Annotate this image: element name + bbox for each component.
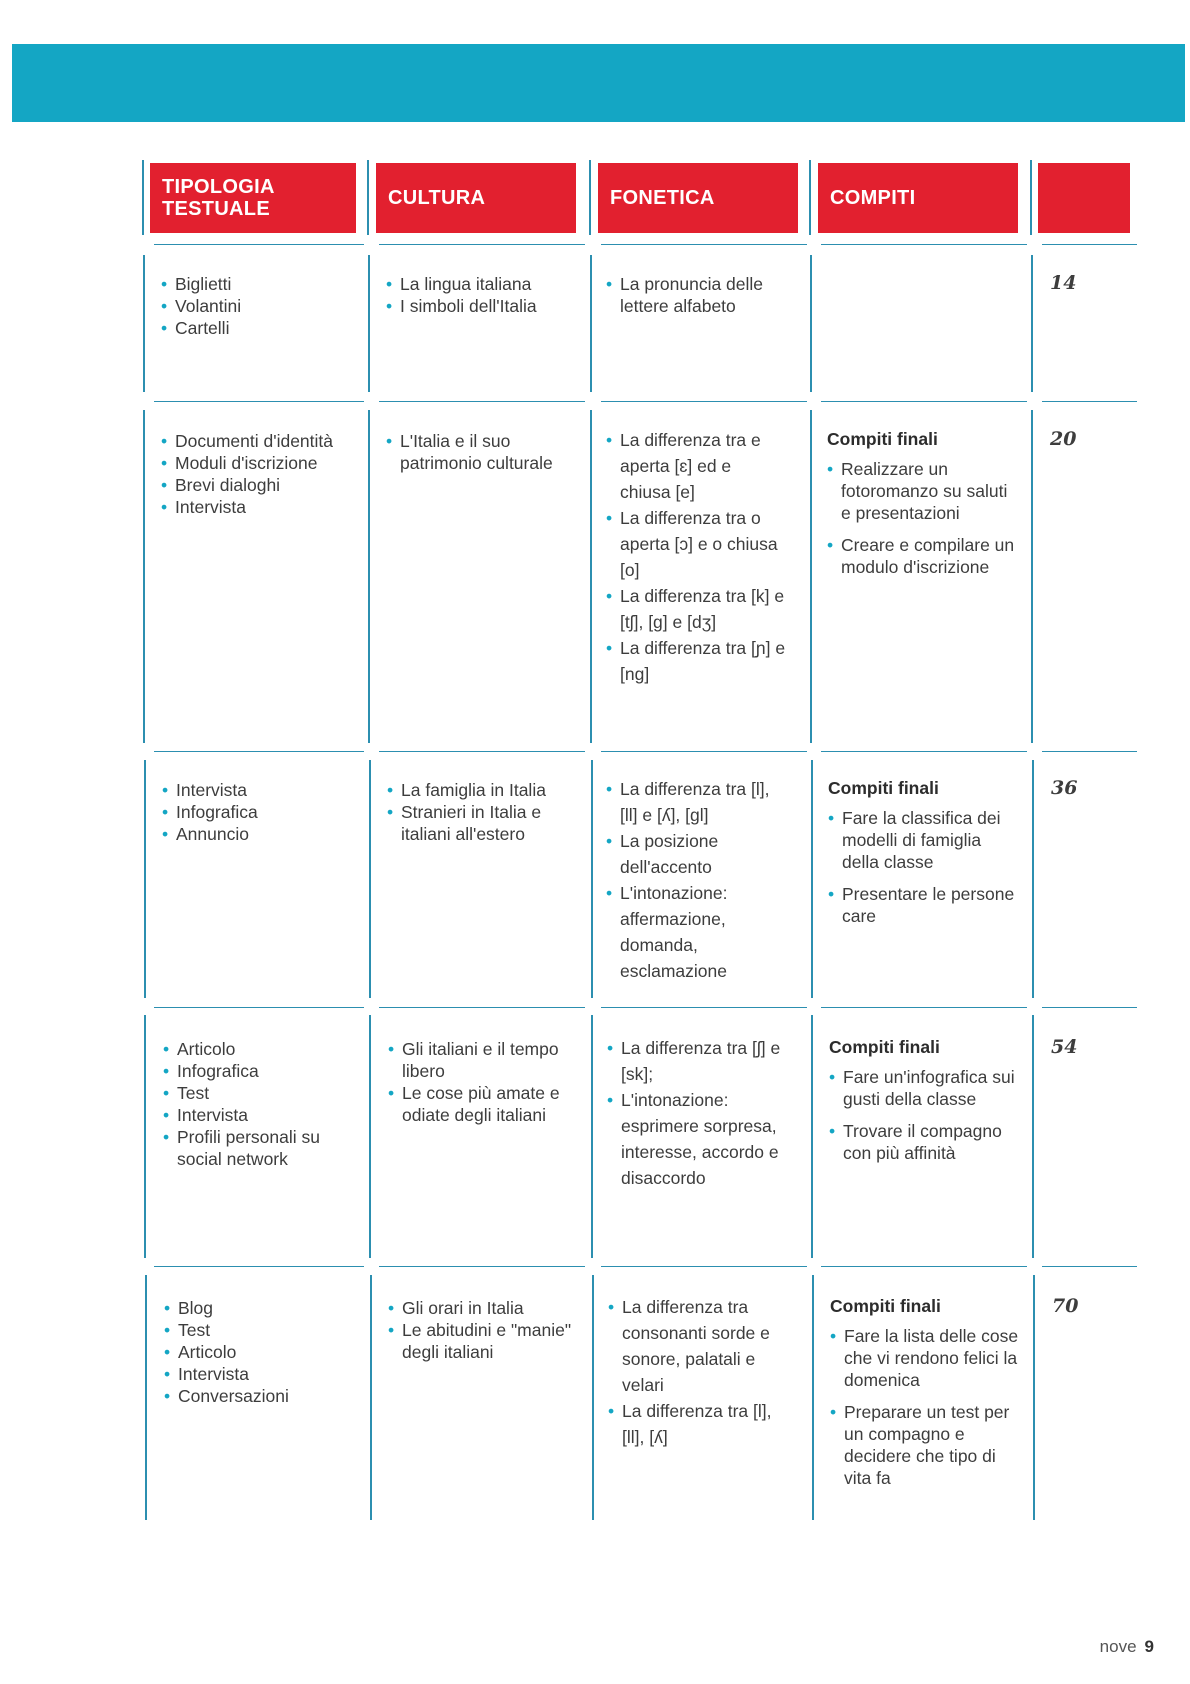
list-item: • Creare e compilare un modulo d'iscrizione (827, 534, 1017, 578)
row3-page-number: 36 (1051, 777, 1078, 799)
column-rule (810, 255, 812, 392)
row-separator (379, 1007, 585, 1008)
list-item: • Intervista (161, 496, 356, 518)
list-item: • Fare un'infografica sui gusti della classe (829, 1066, 1019, 1110)
list-item: • Le cose più amate e odiate degli italiani (388, 1082, 578, 1126)
header-tipologia: TIPOLOGIA TESTUALE (150, 163, 356, 233)
page-footer (1100, 1637, 1154, 1657)
row1-tipologia (161, 273, 356, 339)
row-separator (1042, 1266, 1137, 1267)
list-item: • La differenza tra [ɲ] e [ng] (606, 635, 786, 687)
list-item: • Infografica (162, 801, 357, 823)
list-item: • Documenti d'identità (161, 430, 356, 452)
column-rule (143, 255, 145, 392)
footer-label: nove (1099, 1637, 1137, 1656)
list-item: • Fare la lista delle cose che vi rendono felici la domenica (830, 1325, 1020, 1391)
row-separator (379, 244, 585, 245)
header-cultura: CULTURA (376, 163, 576, 233)
column-rule (370, 1275, 372, 1520)
column-rule (1032, 760, 1034, 998)
list-item: • Test (163, 1082, 358, 1104)
compiti-title: Compiti finali (830, 1296, 941, 1316)
column-rule (368, 410, 370, 743)
row2-compiti (827, 428, 1017, 588)
list-item: • Blog (164, 1297, 359, 1319)
list-item: • La differenza tra consonanti sorde e sonore, palatali e velari (608, 1294, 788, 1398)
header-fonetica: FONETICA (598, 163, 798, 233)
footer-page-number: 9 (1144, 1637, 1154, 1656)
row-separator (154, 401, 364, 402)
list-item: • Le abitudini e "manie" degli italiani (388, 1319, 578, 1363)
list-item: • La lingua italiana (386, 273, 576, 295)
column-rule (1031, 255, 1033, 392)
compiti-title: Compiti finali (829, 1037, 940, 1057)
row-separator (1042, 1007, 1137, 1008)
column-rule (1033, 1275, 1035, 1520)
row-separator (601, 244, 807, 245)
list-item: • I simboli dell'Italia (386, 295, 576, 317)
row2-fonetica (606, 427, 786, 687)
list-item: • Conversazioni (164, 1385, 359, 1407)
row3-compiti (828, 777, 1018, 937)
row-separator (154, 751, 364, 752)
column-rule (1032, 1015, 1034, 1258)
column-rule (367, 160, 369, 235)
column-rule (145, 1275, 147, 1520)
column-rule (809, 160, 811, 235)
row-separator (379, 401, 585, 402)
list-item: • La differenza tra o aperta [ɔ] e o chiusa [o] (606, 505, 786, 583)
list-item: • Test (164, 1319, 359, 1341)
row5-fonetica (608, 1294, 788, 1450)
row5-tipologia (164, 1297, 359, 1407)
row4-page-number: 54 (1051, 1036, 1078, 1058)
list-item: • Moduli d'iscrizione (161, 452, 356, 474)
row-separator (154, 244, 364, 245)
list-item: • Volantini (161, 295, 356, 317)
list-item: • La famiglia in Italia (387, 779, 577, 801)
row-separator (154, 1266, 364, 1267)
list-item: • L'intonazione: affermazione, domanda, esclamazione (606, 880, 786, 984)
row-separator (821, 244, 1027, 245)
header-compiti: COMPITI (818, 163, 1018, 233)
row-separator (601, 1007, 807, 1008)
column-rule (812, 1275, 814, 1520)
row1-fonetica (606, 273, 786, 317)
row3-tipologia (162, 779, 357, 845)
row3-cultura (387, 779, 577, 845)
row-separator (1042, 401, 1137, 402)
column-rule (144, 760, 146, 998)
row-separator (601, 1266, 807, 1267)
list-item: • La differenza tra [ʃ] e [sk]; (607, 1035, 787, 1087)
row5-cultura (388, 1297, 578, 1363)
list-item: • Gli orari in Italia (388, 1297, 578, 1319)
column-rule (592, 1275, 594, 1520)
row2-cultura (386, 430, 576, 474)
list-item: • Intervista (163, 1104, 358, 1126)
row-separator (601, 751, 807, 752)
compiti-title: Compiti finali (828, 778, 939, 798)
row2-tipologia (161, 430, 356, 518)
row4-tipologia (163, 1038, 358, 1170)
row5-compiti (830, 1295, 1020, 1499)
list-item: • Articolo (163, 1038, 358, 1060)
list-item: • La differenza tra [l], [ll], [ʎ] (608, 1398, 788, 1450)
column-rule (1030, 160, 1032, 235)
row4-compiti (829, 1036, 1019, 1174)
list-item: • Trovare il compagno con più affinità (829, 1120, 1019, 1164)
row1-cultura (386, 273, 576, 317)
row4-fonetica (607, 1035, 787, 1191)
column-rule (368, 255, 370, 392)
list-item: • La posizione dell'accento (606, 828, 786, 880)
top-color-band (12, 44, 1185, 122)
list-item: • Fare la classifica dei modelli di famiglia della classe (828, 807, 1018, 873)
list-item: • La differenza tra [l], [ll] e [ʎ], [gl] (606, 776, 786, 828)
list-item: • Articolo (164, 1341, 359, 1363)
row3-fonetica (606, 776, 786, 984)
list-item: • L'intonazione: esprimere sorpresa, interesse, accordo e disaccordo (607, 1087, 787, 1191)
row1-page-number: 14 (1050, 272, 1077, 294)
column-rule (811, 760, 813, 998)
column-rule (143, 410, 145, 743)
list-item: • Intervista (162, 779, 357, 801)
list-item: • Gli italiani e il tempo libero (388, 1038, 578, 1082)
list-item: • La pronuncia delle lettere alfabeto (606, 273, 786, 317)
column-rule (590, 255, 592, 392)
list-item: • Infografica (163, 1060, 358, 1082)
row2-page-number: 20 (1050, 428, 1077, 450)
list-item: • La differenza tra [k] e [tʃ], [g] e [dʒ] (606, 583, 786, 635)
column-rule (591, 760, 593, 998)
list-item: • Brevi dialoghi (161, 474, 356, 496)
list-item: • La differenza tra e aperta [ɛ] ed e chiusa [e] (606, 427, 786, 505)
list-item: • Presentare le persone care (828, 883, 1018, 927)
list-item: • Intervista (164, 1363, 359, 1385)
row-separator (154, 1007, 364, 1008)
header-pagina (1038, 163, 1130, 233)
column-rule (1031, 410, 1033, 743)
row5-page-number: 70 (1052, 1295, 1079, 1317)
row-separator (601, 401, 807, 402)
row4-cultura (388, 1038, 578, 1126)
row-separator (821, 751, 1027, 752)
row-separator (821, 1007, 1027, 1008)
column-rule (589, 160, 591, 235)
list-item: • Stranieri in Italia e italiani all'estero (387, 801, 577, 845)
row-separator (1042, 244, 1137, 245)
list-item: • Profili personali su social network (163, 1126, 358, 1170)
column-rule (144, 1015, 146, 1258)
row-separator (1042, 751, 1137, 752)
row-separator (379, 751, 585, 752)
list-item: • Preparare un test per un compagno e decidere che tipo di vita fa (830, 1401, 1020, 1489)
column-rule (369, 1015, 371, 1258)
column-rule (810, 410, 812, 743)
list-item: • Annuncio (162, 823, 357, 845)
list-item: • Realizzare un fotoromanzo su saluti e presentazioni (827, 458, 1017, 524)
column-rule (142, 160, 144, 235)
column-rule (591, 1015, 593, 1258)
row-separator (821, 401, 1027, 402)
column-rule (590, 410, 592, 743)
list-item: • L'Italia e il suo patrimonio culturale (386, 430, 576, 474)
compiti-title: Compiti finali (827, 429, 938, 449)
column-rule (811, 1015, 813, 1258)
row-separator (379, 1266, 585, 1267)
column-rule (369, 760, 371, 998)
list-item: • Biglietti (161, 273, 356, 295)
list-item: • Cartelli (161, 317, 356, 339)
row-separator (821, 1266, 1027, 1267)
